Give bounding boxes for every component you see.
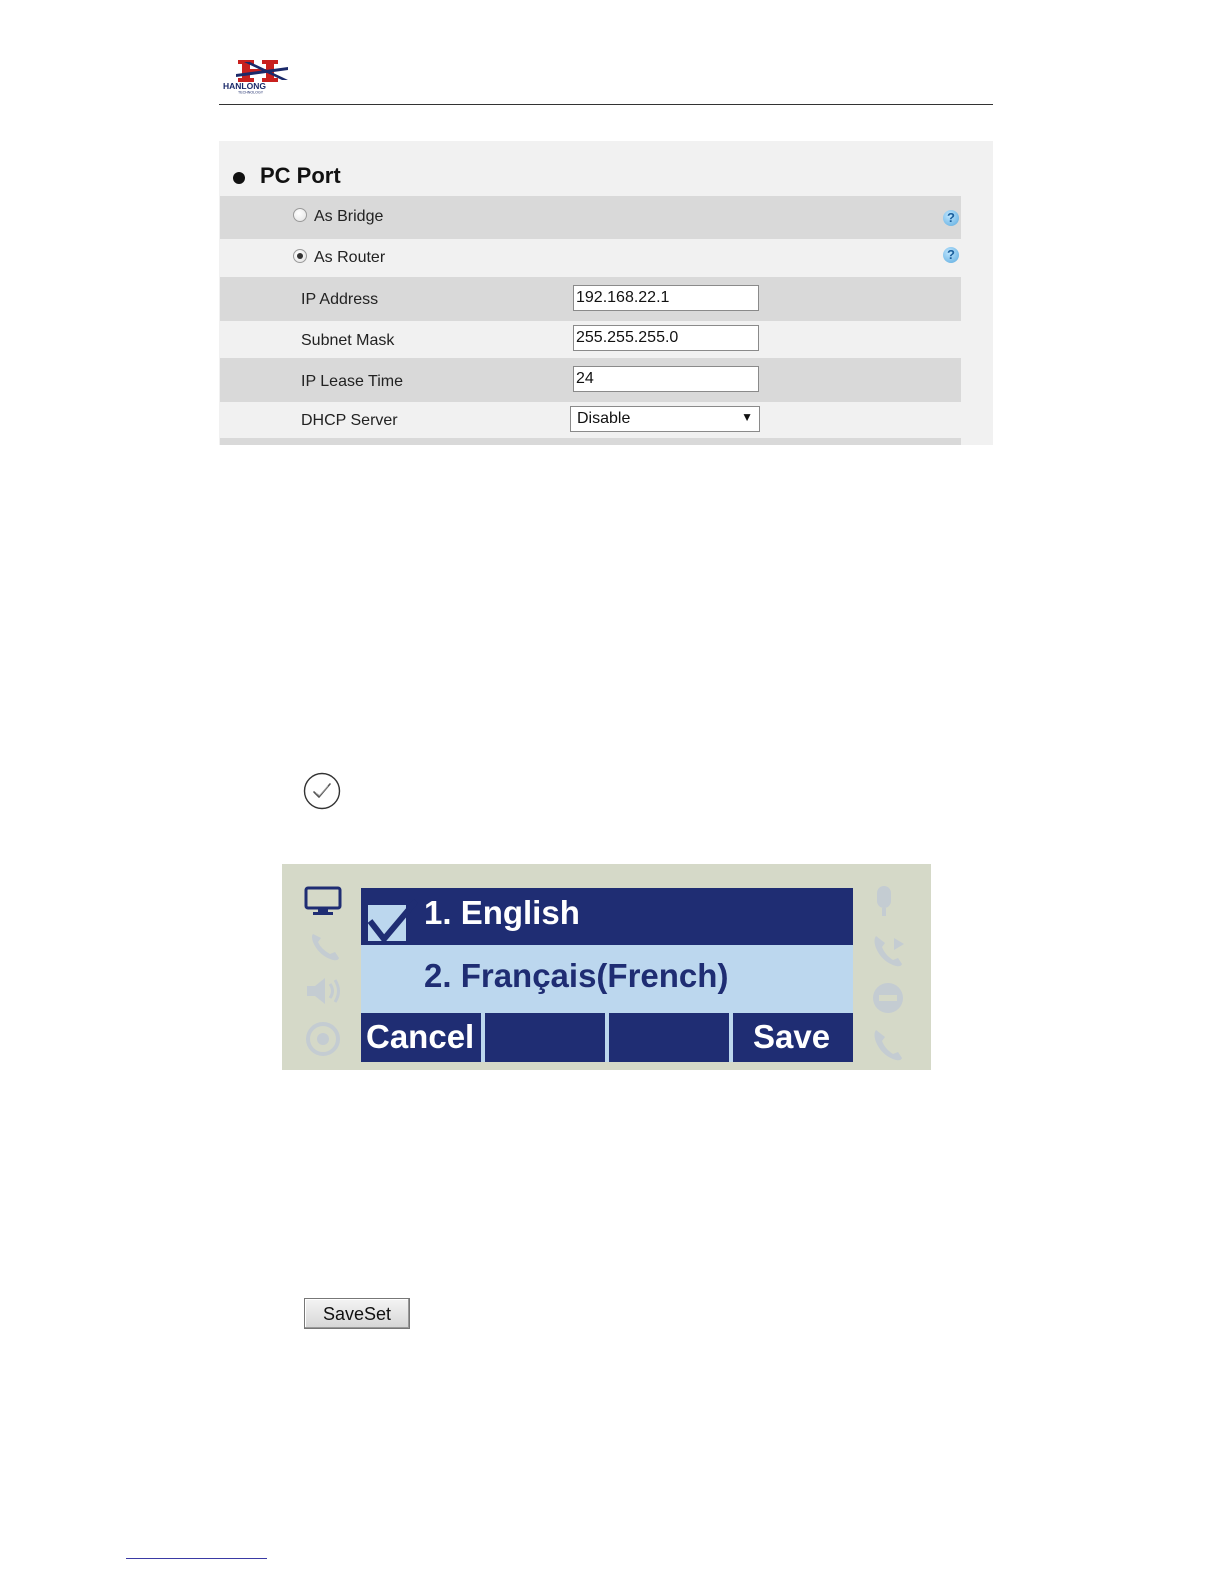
help-icon[interactable]: ?	[943, 210, 959, 226]
svg-text:HANLONG: HANLONG	[223, 81, 266, 91]
mic-icon	[870, 884, 898, 925]
softkey-cancel-label: Cancel	[366, 1018, 475, 1055]
ip-lease-time-label: IP Lease Time	[301, 373, 403, 390]
selected-checkbox-icon	[366, 899, 418, 948]
headset-icon	[303, 1019, 343, 1064]
bullet-icon	[233, 172, 245, 184]
ip-address-input[interactable]	[573, 285, 759, 311]
call-waiting-icon	[870, 1026, 906, 1071]
subnet-mask-row	[220, 321, 961, 358]
ip-address-label: IP Address	[301, 291, 379, 308]
option-french-label: 2. Français(French)	[424, 957, 729, 994]
softkey-save[interactable]	[733, 1013, 853, 1062]
do-not-disturb-icon	[870, 980, 906, 1021]
ip-lease-time-input[interactable]	[573, 366, 759, 392]
as-bridge-radio[interactable]	[293, 208, 307, 222]
dhcp-server-select[interactable]	[570, 406, 760, 432]
hanlong-logo	[222, 58, 304, 94]
panel-row-edge	[220, 438, 961, 445]
phone-handset-icon	[307, 930, 341, 969]
softkey-cancel[interactable]	[361, 1013, 481, 1062]
footer-link-underline[interactable]	[126, 1558, 267, 1559]
as-bridge-label: As Bridge	[314, 208, 384, 225]
dhcp-server-label: DHCP Server	[301, 412, 398, 429]
check-circle-icon	[303, 772, 341, 810]
dropdown-arrow-icon: ▼	[741, 410, 753, 424]
softkey-2[interactable]	[485, 1013, 605, 1062]
softkey-save-label: Save	[753, 1018, 831, 1055]
as-router-label: As Router	[314, 249, 386, 266]
pc-port-title: PC Port	[260, 163, 341, 188]
call-forward-icon	[870, 932, 906, 977]
softkey-3[interactable]	[609, 1013, 729, 1062]
speaker-icon	[304, 974, 344, 1013]
option-english-label: 1. English	[424, 894, 580, 931]
mode-row-router	[220, 239, 961, 277]
ip-address-row	[220, 277, 961, 321]
subnet-mask-input[interactable]	[573, 325, 759, 351]
subnet-mask-label: Subnet Mask	[301, 332, 395, 349]
mode-row-bridge	[220, 196, 961, 239]
dhcp-server-value: Disable	[577, 410, 631, 427]
ip-lease-time-row	[220, 358, 961, 402]
saveset-button[interactable]: SaveSet	[304, 1298, 410, 1329]
as-router-radio[interactable]	[293, 249, 307, 263]
header-divider	[219, 104, 993, 105]
help-icon[interactable]: ?	[943, 247, 959, 263]
network-icon	[304, 886, 342, 921]
dhcp-server-row	[220, 402, 961, 438]
svg-text:TECHNOLOGY: TECHNOLOGY	[238, 90, 264, 94]
